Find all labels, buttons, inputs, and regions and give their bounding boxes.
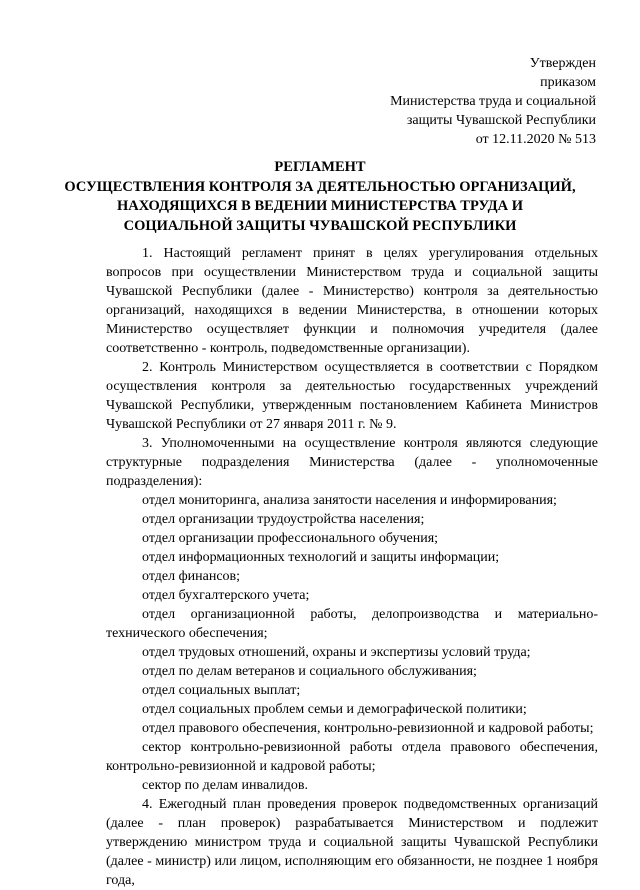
- list-item: отдел мониторинга, анализа занятости населения и информирования;: [142, 493, 557, 508]
- title-line: ОСУЩЕСТВЛЕНИЯ КОНТРОЛЯ ЗА ДЕЯТЕЛЬНОСТЬЮ ОРГАНИЗАЦИЙ,: [64, 178, 576, 195]
- document-title: [60, 158, 580, 236]
- list-item: отдел бухгалтерского учета;: [142, 588, 310, 603]
- list-item: отдел по делам ветеранов и социального обслуживания;: [142, 664, 477, 679]
- paragraph-3: 3. Уполномоченными на осуществление контроля являются следующие структурные подразделения Министерства (далее - уполномоченные подразделения):: [106, 436, 598, 489]
- approval-line: защиты Чувашской Республики: [406, 113, 596, 128]
- list-item: отдел трудовых отношений, охраны и экспертизы условий труда;: [142, 645, 531, 660]
- list-item: отдел финансов;: [142, 569, 241, 584]
- paragraph-2: 2. Контроль Министерством осуществляется в соответствии с Порядком осуществления контроля за деятельностью государственных учреждений Чувашской Республики, утвержденным постановлением Кабинета Министров Чувашской Республики от 27 января 2011 г. № 9.: [106, 360, 598, 432]
- list-item: отдел организации профессионального обучения;: [142, 531, 439, 546]
- title-line: НАХОДЯЩИХСЯ В ВЕДЕНИИ МИНИСТЕРСТВА ТРУДА И: [117, 198, 523, 214]
- list-item: отдел правового обеспечения, контрольно-ревизионной и кадровой работы;: [142, 721, 594, 736]
- approval-block: [390, 54, 596, 149]
- list-item: отдел социальных проблем семьи и демографической политики;: [142, 702, 527, 717]
- paragraph-1: 1. Настоящий регламент принят в целях урегулирования отдельных вопросов при осуществлении Министерством труда и социальной защиты Чувашской Республики (далее - Министерство) контроля за деятельностью организаций, находящихся в ведении Министерства, в отношении которых Министерство осуществляет функции и полномочия учредителя (далее соответственно - контроль, подведомственные организации).: [106, 246, 598, 356]
- department-list: [106, 491, 598, 795]
- approval-line: приказом: [540, 75, 596, 90]
- approval-line: Утвержден: [529, 56, 596, 71]
- list-item: отдел информационных технологий и защиты информации;: [142, 550, 500, 565]
- list-item: сектор по делам инвалидов.: [142, 778, 308, 793]
- list-item: сектор контрольно-ревизионной работы отдела правового обеспечения, контрольно-ревизионной и кадровой работы;: [106, 740, 598, 774]
- list-item: отдел организации трудоустройства населения;: [142, 512, 425, 527]
- approval-line: Министерства труда и социальной: [390, 94, 596, 109]
- document-body: [106, 244, 598, 890]
- approval-order-number: от 12.11.2020 № 513: [475, 132, 596, 147]
- title-line: СОЦИАЛЬНОЙ ЗАЩИТЫ ЧУВАШСКОЙ РЕСПУБЛИКИ: [123, 217, 517, 234]
- list-item: отдел социальных выплат;: [142, 683, 301, 698]
- list-item: отдел организационной работы, делопроизводства и материально-технического обеспечения;: [106, 607, 598, 641]
- paragraph-4: 4. Ежегодный план проведения проверок подведомственных организаций (далее - план проверок) разрабатывается Министерством и подлежит утверждению министром труда и социальной защиты Чувашской Республики (далее - министр) или лицом, исполняющим его обязанности, не позднее 1 ноября года,: [106, 797, 598, 888]
- title-line: РЕГЛАМЕНТ: [274, 159, 366, 175]
